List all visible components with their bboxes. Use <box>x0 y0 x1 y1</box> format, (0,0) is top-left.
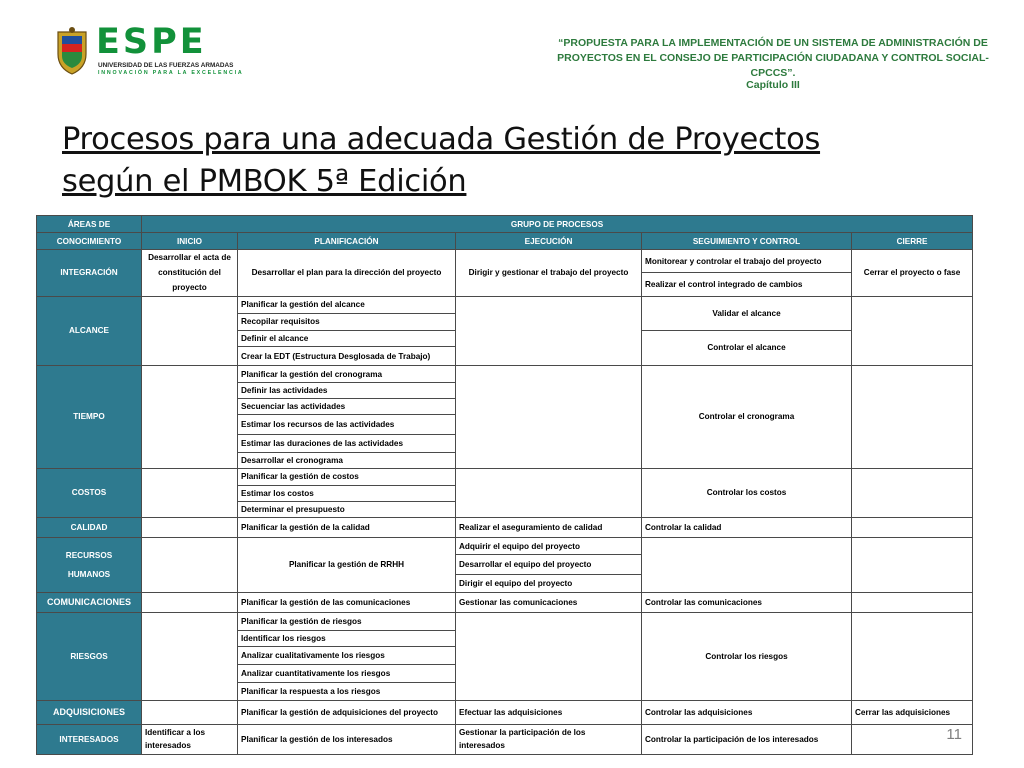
table-cell: Secuenciar las actividades <box>238 399 456 415</box>
area-comunicaciones: COMUNICACIONES <box>37 592 142 612</box>
table-cell: Definir las actividades <box>238 383 456 399</box>
col-cierre: CIERRE <box>852 233 973 250</box>
table-row <box>37 538 973 555</box>
area-recursos-humanos <box>37 538 142 592</box>
table-cell: Estimar los recursos de las actividades <box>238 415 456 434</box>
table-cell: Controlar el alcance <box>642 330 852 365</box>
table-cell <box>852 518 973 538</box>
group-header: GRUPO DE PROCESOS <box>142 216 973 233</box>
table-cell: Realizar el control integrado de cambios <box>642 273 852 296</box>
table-cell: Planificar la gestión del alcance <box>238 296 456 313</box>
slide-title <box>62 119 942 203</box>
table-cell <box>142 538 238 592</box>
cell-line: interesados <box>145 741 191 751</box>
table-row <box>37 701 973 724</box>
table-cell: Controlar la calidad <box>642 518 852 538</box>
table-cell <box>852 538 973 592</box>
table-cell <box>142 701 238 724</box>
table-cell: Crear la EDT (Estructura Desglosada de Trabajo) <box>238 346 456 365</box>
area-integracion: INTEGRACIÓN <box>37 250 142 296</box>
table-cell: Planificar la respuesta a los riesgos <box>238 683 456 701</box>
table-cell <box>142 724 238 754</box>
table-cell: Monitorear y controlar el trabajo del proyecto <box>642 250 852 273</box>
table-cell: Definir el alcance <box>238 330 456 346</box>
logo-subtitle: UNIVERSIDAD DE LAS FUERZAS ARMADAS <box>98 62 234 69</box>
chapter-label: Capítulo III <box>746 79 800 91</box>
table-cell: Desarrollar el plan para la dirección del proyecto <box>238 250 456 296</box>
area-label-1: RECURSOS <box>65 550 113 560</box>
table-cell: Planificar la gestión de la calidad <box>238 518 456 538</box>
table-cell: Realizar el aseguramiento de calidad <box>456 518 642 538</box>
table-cell: Validar el alcance <box>642 296 852 330</box>
col-inicio: INICIO <box>142 233 238 250</box>
col-seguimiento: SEGUIMIENTO Y CONTROL <box>642 233 852 250</box>
table-row <box>37 296 973 313</box>
table-cell: Controlar las adquisiciones <box>642 701 852 724</box>
table-row <box>37 366 973 383</box>
areas-header: ÁREAS DE <box>37 216 142 233</box>
area-adquisiciones: ADQUISICIONES <box>37 701 142 724</box>
table-cell <box>456 724 642 754</box>
table-cell: Recopilar requisitos <box>238 313 456 330</box>
table-cell <box>142 366 238 469</box>
page-number: 11 <box>946 726 962 743</box>
table-cell <box>852 612 973 701</box>
table-cell: Gestionar las comunicaciones <box>456 592 642 612</box>
header-line-2: PROYECTOS EN EL CONSEJO DE PARTICIPACIÓN CIUDADANA Y CONTROL SOCIAL- CPCCS”. <box>557 52 989 79</box>
table-cell: Planificar la gestión de las comunicaciones <box>238 592 456 612</box>
table-cell: Controlar la participación de los interesados <box>642 724 852 754</box>
areas-header-2: CONOCIMIENTO <box>37 233 142 250</box>
table-cell: Adquirir el equipo del proyecto <box>456 538 642 555</box>
table-cell: Identificar los riesgos <box>238 630 456 646</box>
table-cell <box>852 468 973 517</box>
area-calidad: CALIDAD <box>37 518 142 538</box>
col-ejecucion: EJECUCIÓN <box>456 233 642 250</box>
table-cell: Controlar el cronograma <box>642 366 852 469</box>
table-cell: Determinar el presupuesto <box>238 502 456 518</box>
table-cell <box>852 296 973 366</box>
table-cell <box>142 518 238 538</box>
table-row <box>37 468 973 485</box>
table-cell: Efectuar las adquisiciones <box>456 701 642 724</box>
document-header <box>548 36 998 81</box>
table-cell: Estimar las duraciones de las actividades <box>238 434 456 452</box>
table-cell <box>456 612 642 701</box>
table-cell <box>456 468 642 517</box>
col-planificacion: PLANIFICACIÓN <box>238 233 456 250</box>
shield-icon <box>52 26 92 76</box>
table-cell: Desarrollar el equipo del proyecto <box>456 555 642 574</box>
table-row <box>37 612 973 630</box>
table-cell: Planificar la gestión del cronograma <box>238 366 456 383</box>
table-cell: Controlar los costos <box>642 468 852 517</box>
table-cell: Desarrollar el cronograma <box>238 452 456 468</box>
area-costos: COSTOS <box>37 468 142 517</box>
process-groups-table <box>36 215 973 755</box>
table-row <box>37 250 973 273</box>
cell-line: Identificar a los <box>145 728 206 738</box>
table-cell: Analizar cuantitativamente los riesgos <box>238 665 456 683</box>
table-cell: Planificar la gestión de costos <box>238 468 456 485</box>
table-cell <box>142 468 238 517</box>
table-cell: Planificar la gestión de adquisiciones del proyecto <box>238 701 456 724</box>
table-cell <box>142 592 238 612</box>
espe-logo <box>52 22 244 76</box>
table-cell: Estimar los costos <box>238 485 456 501</box>
table-cell: Controlar las comunicaciones <box>642 592 852 612</box>
area-interesados: INTERESADOS <box>37 724 142 754</box>
table-cell: Controlar los riesgos <box>642 612 852 701</box>
header-line-1: “PROPUESTA PARA LA IMPLEMENTACIÓN DE UN SISTEMA DE ADMINISTRACIÓN DE <box>558 37 988 49</box>
table-cell <box>142 296 238 366</box>
area-label-2: HUMANOS <box>67 569 111 579</box>
table-cell: Dirigir el equipo del proyecto <box>456 574 642 592</box>
table-cell <box>456 296 642 366</box>
table-row <box>37 724 973 754</box>
table-cell: Planificar la gestión de RRHH <box>238 538 456 592</box>
table-cell: Planificar la gestión de los interesados <box>238 724 456 754</box>
title-line-1: Procesos para una adecuada Gestión de Proyectos <box>62 122 821 157</box>
table-cell: Planificar la gestión de riesgos <box>238 612 456 630</box>
table-cell <box>642 538 852 592</box>
table-cell: Dirigir y gestionar el trabajo del proyecto <box>456 250 642 296</box>
logo-wordmark: ESPE <box>96 22 207 62</box>
table-cell: Cerrar el proyecto o fase <box>852 250 973 296</box>
table-cell <box>142 612 238 701</box>
cell-line: interesados <box>459 741 505 751</box>
table-cell: Analizar cualitativamente los riesgos <box>238 647 456 665</box>
table-cell: Desarrollar el acta de constitución del proyecto <box>142 250 238 296</box>
table-cell <box>852 366 973 469</box>
table-cell <box>456 366 642 469</box>
area-riesgos: RIESGOS <box>37 612 142 701</box>
table-cell: Cerrar las adquisiciones <box>852 701 973 724</box>
table-cell <box>852 592 973 612</box>
table-row <box>37 518 973 538</box>
table-row <box>37 592 973 612</box>
area-alcance: ALCANCE <box>37 296 142 366</box>
logo-motto: INNOVACIÓN PARA LA EXCELENCIA <box>98 70 244 76</box>
cell-line: Gestionar la participación de los <box>459 728 586 738</box>
area-tiempo: TIEMPO <box>37 366 142 469</box>
title-line-2: según el PMBOK 5ª Edición <box>62 164 467 199</box>
